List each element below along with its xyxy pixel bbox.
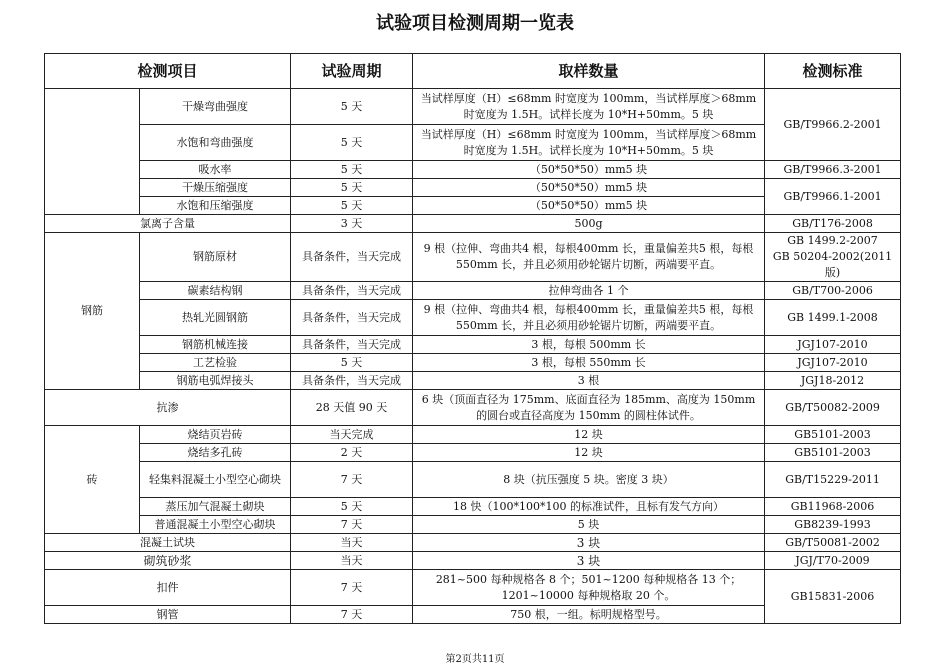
item-name: 烧结页岩砖 <box>140 426 291 444</box>
item-name: 水饱和弯曲强度 <box>140 125 291 161</box>
header-standard: 检测标准 <box>765 54 901 89</box>
item-standard: GB5101-2003 <box>765 444 901 462</box>
item-name: 蒸压加气混凝土砌块 <box>140 498 291 516</box>
standard-line: GB 1499.2-2007 <box>787 234 878 247</box>
item-sample: 281~500 每种规格各 8 个；501~1200 每种规格各 13 个；1201~10000 每种规格取 20 个。 <box>413 570 765 606</box>
item-standard: GB15831-2006 <box>765 570 901 624</box>
item-cycle: 5 天 <box>291 125 413 161</box>
item-name: 普通混凝土小型空心砌块 <box>140 516 291 534</box>
item-standard: GB5101-2003 <box>765 426 901 444</box>
item-standard: GB/T176-2008 <box>765 215 901 233</box>
page-footer: 第2页共11页 <box>445 654 505 665</box>
item-sample: 500g <box>413 215 765 233</box>
item-sample: 6 块（顶面直径为 175mm、底面直径为 185mm、高度为 150mm 的圆台或直径高度为 150mm 的圆柱体试件。 <box>413 390 765 426</box>
item-standard: GB/T9966.3-2001 <box>765 161 901 179</box>
item-name: 钢筋机械连接 <box>140 336 291 354</box>
item-sample: 750 根，一组。标明规格型号。 <box>413 606 765 624</box>
table-row <box>45 516 901 534</box>
item-sample: 5 块 <box>413 516 765 534</box>
item-standard: JGJ/T70-2009 <box>765 552 901 570</box>
item-name: 烧结多孔砖 <box>140 444 291 462</box>
table-row <box>45 372 901 390</box>
item-cycle: 当天 <box>291 534 413 552</box>
table-row <box>45 462 901 498</box>
item-name: 吸水率 <box>140 161 291 179</box>
item-cycle: 7 天 <box>291 570 413 606</box>
item-sample: 3 根，每根 500mm 长 <box>413 336 765 354</box>
header-cycle: 试验周期 <box>291 54 413 89</box>
table-row <box>45 161 901 179</box>
table-row <box>45 426 901 444</box>
table-row <box>45 336 901 354</box>
item-sample: 当试样厚度（H）≤68mm 时宽度为 100mm，当试样厚度＞68mm 时宽度为 1.5H。试样长度为 10*H+50mm。5 块 <box>413 125 765 161</box>
table-row <box>45 498 901 516</box>
item-sample: 8 块（抗压强度 5 块。密度 3 块） <box>413 462 765 498</box>
item-cycle: 5 天 <box>291 161 413 179</box>
item-cycle: 5 天 <box>291 197 413 215</box>
table-row <box>45 534 901 552</box>
item-name: 抗渗 <box>45 390 291 426</box>
table-row <box>45 179 901 197</box>
item-cycle: 5 天 <box>291 354 413 372</box>
item-standard: JGJ107-2010 <box>765 336 901 354</box>
item-standard: GB/T50081-2002 <box>765 534 901 552</box>
item-cycle: 具备条件，当天完成 <box>291 282 413 300</box>
item-name: 干燥弯曲强度 <box>140 89 291 125</box>
item-cycle: 具备条件，当天完成 <box>291 336 413 354</box>
item-cycle: 具备条件，当天完成 <box>291 300 413 336</box>
item-name: 热轧光圆钢筋 <box>140 300 291 336</box>
item-standard: JGJ107-2010 <box>765 354 901 372</box>
table-row <box>45 215 901 233</box>
item-cycle: 7 天 <box>291 516 413 534</box>
page-title: 试验项目检测周期一览表 <box>376 13 574 34</box>
item-cycle: 具备条件，当天完成 <box>291 233 413 282</box>
group-label-steel: 钢筋 <box>45 233 140 390</box>
standard-line: GB 50204-2002(2011 版) <box>772 250 893 279</box>
item-sample: 当试样厚度（H）≤68mm 时宽度为 100mm，当试样厚度＞68mm 时宽度为 1.5H。试样长度为 10*H+50mm。5 块 <box>413 89 765 125</box>
item-sample: 3 块 <box>413 552 765 570</box>
item-sample: 18 快（100*100*100 的标准试件，且标有发气方向） <box>413 498 765 516</box>
item-cycle: 7 天 <box>291 606 413 624</box>
item-name: 工艺检验 <box>140 354 291 372</box>
item-cycle: 当天 <box>291 552 413 570</box>
header-sample: 取样数量 <box>413 54 765 89</box>
item-name: 钢管 <box>45 606 291 624</box>
item-cycle: 当天完成 <box>291 426 413 444</box>
item-sample: （50*50*50）mm5 块 <box>413 179 765 197</box>
item-cycle: 28 天值 90 天 <box>291 390 413 426</box>
group-label-brick: 砖 <box>45 426 140 534</box>
table-row <box>45 354 901 372</box>
item-sample: （50*50*50）mm5 块 <box>413 161 765 179</box>
table-row <box>45 282 901 300</box>
item-standard <box>765 233 901 282</box>
item-standard: GB/T50082-2009 <box>765 390 901 426</box>
item-name: 扣件 <box>45 570 291 606</box>
item-cycle: 2 天 <box>291 444 413 462</box>
group-cell-blank <box>45 89 140 215</box>
item-sample: 拉伸弯曲各 1 个 <box>413 282 765 300</box>
item-sample: （50*50*50）mm5 块 <box>413 197 765 215</box>
table-row <box>45 300 901 336</box>
table-row <box>45 552 901 570</box>
item-cycle: 5 天 <box>291 498 413 516</box>
header-item: 检测项目 <box>45 54 291 89</box>
item-cycle: 7 天 <box>291 462 413 498</box>
item-name: 砌筑砂浆 <box>45 552 291 570</box>
item-sample: 9 根（拉伸、弯曲共4 根，每根400mm 长，重量偏差共5 根，每根550mm 长，并且必须用砂轮锯片切断，两端要平直。 <box>413 233 765 282</box>
item-name: 干燥压缩强度 <box>140 179 291 197</box>
table-header-row <box>45 54 901 89</box>
item-standard: GB/T9966.1-2001 <box>765 179 901 215</box>
item-sample: 9 根（拉伸、弯曲共4 根，每根400mm 长，重量偏差共5 根，每根550mm 长，并且必须用砂轮锯片切断，两端要平直。 <box>413 300 765 336</box>
table-row <box>45 89 901 125</box>
item-standard: GB11968-2006 <box>765 498 901 516</box>
item-name: 碳素结构钢 <box>140 282 291 300</box>
inspection-cycle-table <box>44 53 901 624</box>
item-standard: GB/T9966.2-2001 <box>765 89 901 161</box>
item-cycle: 5 天 <box>291 89 413 125</box>
item-sample: 3 根，每根 550mm 长 <box>413 354 765 372</box>
table-row <box>45 570 901 606</box>
item-standard: GB/T15229-2011 <box>765 462 901 498</box>
item-sample: 3 块 <box>413 534 765 552</box>
item-sample: 12 块 <box>413 426 765 444</box>
item-name: 水饱和压缩强度 <box>140 197 291 215</box>
item-name: 轻集料混凝土小型空心砌块 <box>140 462 291 498</box>
item-cycle: 具备条件，当天完成 <box>291 372 413 390</box>
item-name: 氯离子含量 <box>45 215 291 233</box>
table-row <box>45 390 901 426</box>
item-sample: 3 根 <box>413 372 765 390</box>
item-cycle: 3 天 <box>291 215 413 233</box>
item-name: 混凝土试块 <box>45 534 291 552</box>
item-standard: GB8239-1993 <box>765 516 901 534</box>
item-cycle: 5 天 <box>291 179 413 197</box>
item-name: 钢筋电弧焊接头 <box>140 372 291 390</box>
item-standard: GB 1499.1-2008 <box>765 300 901 336</box>
item-name: 钢筋原材 <box>140 233 291 282</box>
item-standard: JGJ18-2012 <box>765 372 901 390</box>
item-standard: GB/T700-2006 <box>765 282 901 300</box>
item-sample: 12 块 <box>413 444 765 462</box>
table-row <box>45 444 901 462</box>
table-row <box>45 233 901 282</box>
